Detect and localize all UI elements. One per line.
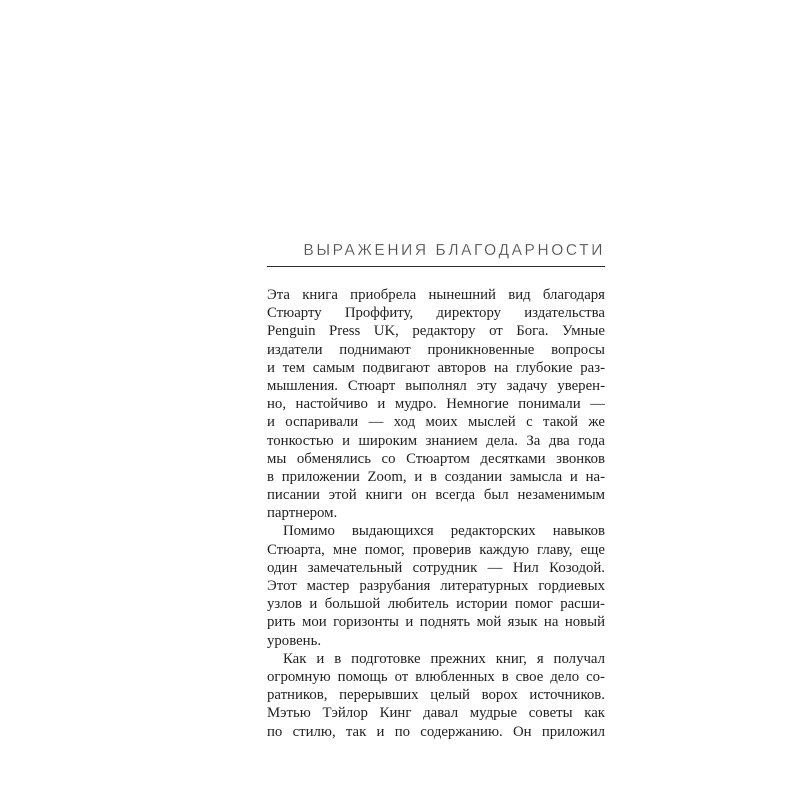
- text-line: по стилю, так и по содержанию. Он приложил: [267, 723, 605, 740]
- text-line: мы обменялись со Стюартом десятками звонков: [267, 450, 605, 467]
- text-line: тонкостью и широким знанием дела. За два года: [267, 432, 605, 449]
- text-line: уровень.: [267, 632, 322, 649]
- text-line: партнером.: [267, 505, 338, 522]
- text-line: Помимо выдающихся редакторских навыков: [283, 523, 605, 540]
- text-line: Этот мастер разрубания литературных гордиевых: [267, 578, 605, 594]
- text-line: Эта книга приобрела нынешний вид благодаря: [267, 287, 605, 303]
- text-line: писании этой книги он всегда был незаменимым: [267, 487, 605, 504]
- text-line: издатели поднимают проникновенные вопросы: [267, 341, 605, 358]
- text-line: но, настойчиво и мудро. Немногие понимали —: [267, 396, 605, 413]
- text-line: и оспаривали — ход моих мыслей с такой же: [267, 414, 605, 431]
- body-text: [267, 286, 605, 741]
- text-line: Стюарту Проффиту, директору издательства: [267, 305, 605, 322]
- text-line: один замечательный сотрудник — Нил Козодой.: [267, 559, 605, 576]
- text-line: Как и в подготовке прежних книг, я получал: [283, 650, 605, 667]
- text-line: рить мои горизонты и поднять мой язык на новый: [267, 614, 605, 631]
- text-line: Penguin Press UK, редактору от Бога. Умные: [267, 323, 605, 340]
- text-column: [267, 0, 605, 741]
- heading-rule: [267, 266, 605, 267]
- text-line: и тем самым подвигают авторов на глубокие раз-: [267, 359, 605, 376]
- text-line: Мэтью Тэйлор Кинг давал мудрые советы как: [267, 705, 605, 722]
- text-line: в приложении Zoom, и в создании замысла и на-: [267, 468, 605, 485]
- text-line: Стюарта, мне помог, проверив каждую главу, еще: [267, 541, 605, 558]
- text-line: огромную помощь от влюбленных в свое дело со-: [267, 668, 605, 685]
- text-line: узлов и большой любитель истории помог расши-: [267, 596, 605, 613]
- chapter-heading: ВЫРАЖЕНИЯ БЛАГОДАРНОСТИ: [303, 242, 605, 259]
- text-line: ратников, перерывших целый ворох источников.: [267, 687, 605, 704]
- text-line: мышления. Стюарт выполнял эту задачу уверен-: [267, 377, 605, 394]
